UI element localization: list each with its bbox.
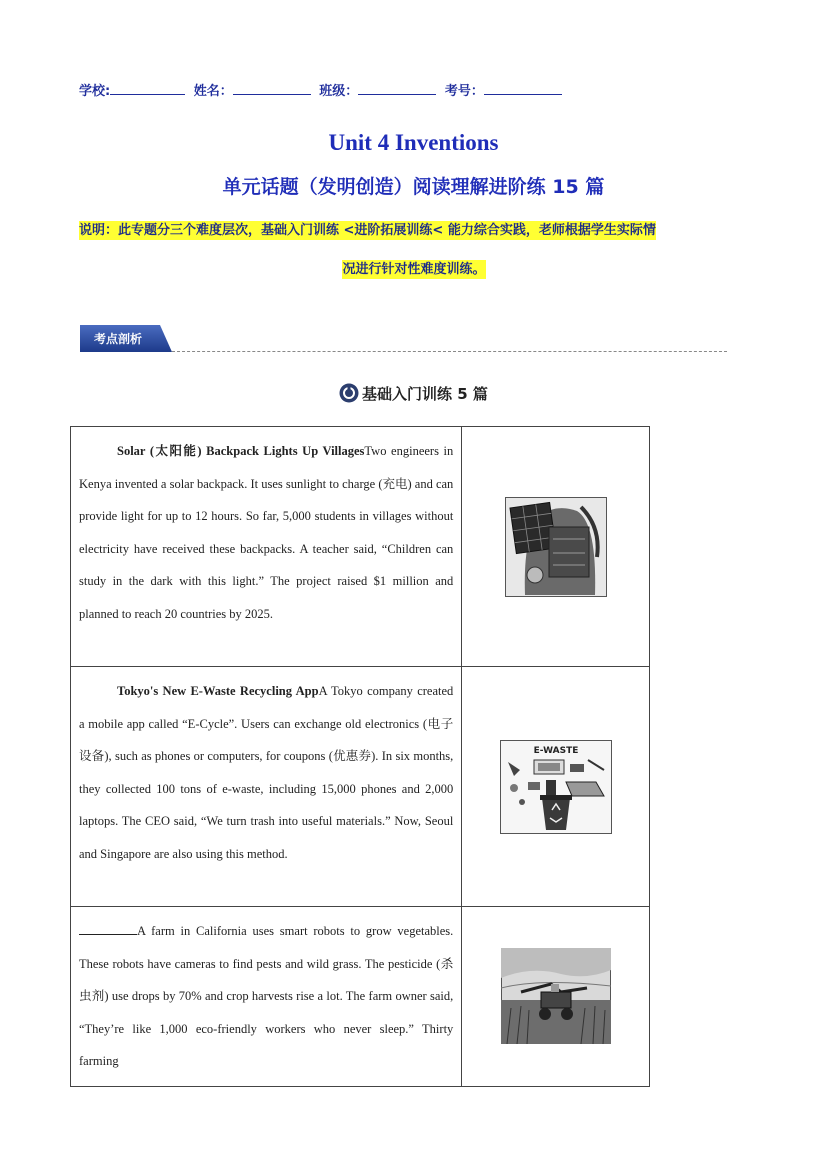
table-row [71,427,650,667]
passage-3-text [71,907,462,1087]
passage-3-image-cell [462,907,650,1087]
instruction-note [79,218,749,282]
passage-2-image-cell [462,667,650,907]
solar-backpack-image [505,497,607,597]
section-tag-label: 考点剖析 [94,332,143,346]
exam-no-label: 考号： [444,84,484,99]
passage-3-body: A farm in California uses smart robots to grow vegetables. These robots have cameras to find pests and wild grass. The pesticide (杀虫剂) use drops by 70% and crop harvests rise a lot. The farm owner said, “They’re like 1,000 eco-friendly workers who never sleep.” Thirty farming [79,924,454,1068]
table-row [71,667,650,907]
e-waste-label: E-WASTE [533,745,579,756]
passages-table [70,426,650,1087]
passage-1-text [71,427,462,667]
passage-1-body: Two engineers in Kenya invented a solar backpack. It uses sunlight to charge (充电) and can provide light for up to 12 hours. So far, 5,000 students in villages without electricity have received these backpacks. A teacher said, “Children can study in the dark with this light.” The project raised $1 million and planned to reach 20 countries by 2025. [79,444,454,621]
passage-2-text [71,667,462,907]
passage-1-image-cell [462,427,650,667]
e-waste-image [500,740,612,834]
level-heading [0,383,827,404]
level-heading-text: 基础入门训练 5 篇 [362,385,488,403]
note-line-1: 说明：此专题分三个难度层次，基础入门训练 <进阶拓展训练< 能力综合实践，老师根据学生实际情 [79,223,656,238]
level-circle-icon [339,383,359,403]
note-line-2: 况进行针对性难度训练。 [342,262,486,277]
name-blank[interactable] [233,82,311,95]
farm-robot-image [501,948,611,1044]
school-blank[interactable] [110,82,185,95]
page-subtitle: 单元话题（发明创造）阅读理解进阶练 15 篇 [222,176,605,198]
passage-2-body: A Tokyo company created a mobile app called “E-Cycle”. Users can exchange old electronics (电子设备), such as phones or computers, for coupons (优惠券). In six months, they collected 100 tons of e-waste, including 15,000 phones and 2,000 laptops. The CEO said, “We turn trash into useful materials.” Now, Seoul and Singapore are also using this method. [79,684,454,861]
page-title: Unit 4 Inventions [328,130,499,155]
class-blank[interactable] [358,82,436,95]
class-label: 班级： [319,84,359,99]
school-label: 学校: [79,84,111,99]
passage-3-title-blank[interactable] [79,922,137,935]
passage-2-heading: Tokyo's New E-Waste Recycling App [117,684,319,698]
section-divider [172,351,727,352]
exam-no-blank[interactable] [484,82,562,95]
passage-1-heading: Solar (太阳能) Backpack Lights Up Villages [117,444,365,458]
section-tag-banner [80,325,172,352]
student-info-line [79,80,562,99]
name-label: 姓名： [193,84,233,99]
table-row [71,907,650,1087]
